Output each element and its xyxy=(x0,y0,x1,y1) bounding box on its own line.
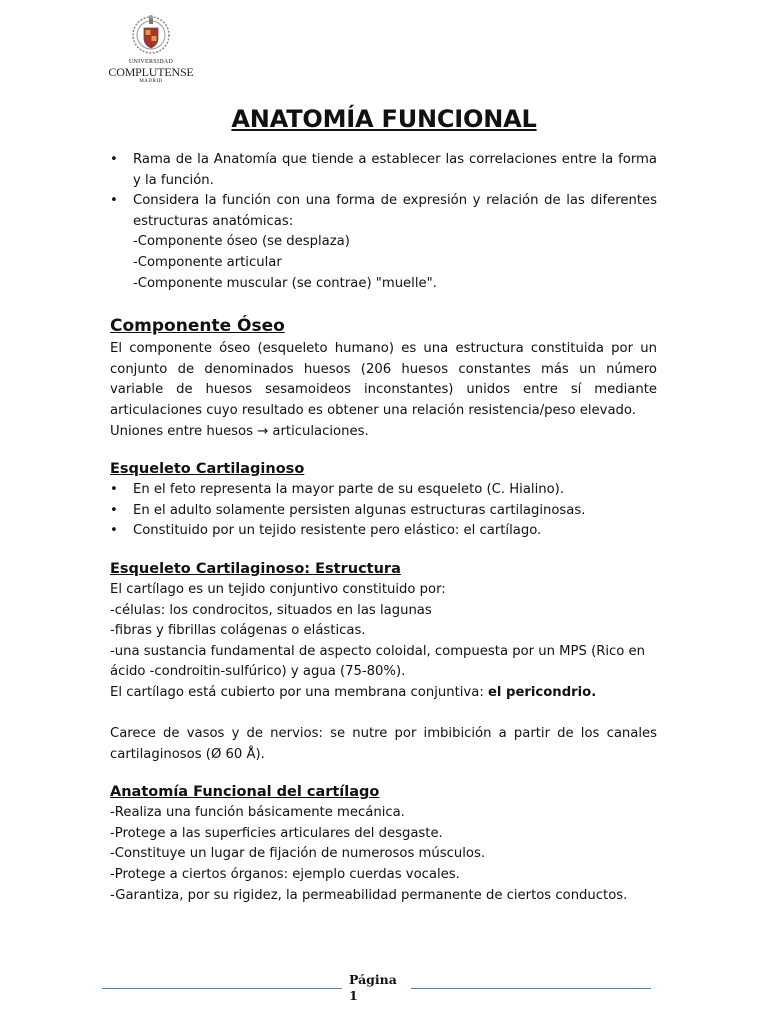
text-line: -fibras y fibrillas colágenas o elásticas. xyxy=(110,623,366,639)
list-item: • En el feto representa la mayor parte de su esqueleto (C. Hialino). xyxy=(110,480,657,501)
list-item-text: Considera la función con una forma de expresión y relación de las diferentes estructuras anatómicas: xyxy=(133,193,657,229)
list-item xyxy=(110,191,657,232)
logo-line-2: COMPLUTENSE xyxy=(108,65,194,79)
page-number xyxy=(349,972,399,1004)
list-item: • Rama de la Anatomía que tiende a establecer las correlaciones entre la forma y la función. xyxy=(110,150,657,191)
blank-line xyxy=(110,703,657,724)
logo-line-1: UNIVERSIDAD xyxy=(128,59,174,65)
page-label: Página xyxy=(349,972,397,987)
text-line: -Garantiza, por su rigidez, la permeabilidad permanente de ciertos conductos. xyxy=(110,887,628,903)
text-line: -Realiza una función básicamente mecánica. xyxy=(110,805,405,821)
page-number-value: 1 xyxy=(349,988,358,1003)
text-line xyxy=(110,683,657,704)
sub-item: -Componente muscular (se contrae) "muelle". xyxy=(133,275,437,291)
crest-icon xyxy=(131,12,171,58)
section-heading-componente-oseo: Componente Óseo xyxy=(110,316,285,337)
footer-rule-left xyxy=(102,988,342,989)
text-line: -Protege a ciertos órganos: ejemplo cuerdas vocales. xyxy=(110,867,460,883)
text-line: -Protege a las superficies articulares del desgaste. xyxy=(110,825,443,841)
logo-line-3: MADRID xyxy=(139,79,163,84)
intro-list xyxy=(110,150,657,232)
text-line: -una sustancia fundamental de aspecto coloidal, compuesta por un MPS (Rico en ácido -condroitin-sulfúrico) y agua (75-80%). xyxy=(110,643,646,680)
subheading-anatomia-funcional-cartilago: Anatomía Funcional del cartílago xyxy=(110,784,380,801)
bold-term: el pericondrio. xyxy=(487,684,597,700)
text-span: El cartílago está cubierto por una membrana conjuntiva: xyxy=(110,684,488,700)
list-item: • Constituido por un tejido resistente pero elástico: el cartílago. xyxy=(110,521,657,542)
university-logo xyxy=(106,12,196,92)
paragraph: Carece de vasos y de nervios: se nutre por imbibición a partir de los canales cartilaginosos (Ø 60 Å). xyxy=(110,726,657,762)
paragraph: Uniones entre huesos → articulaciones. xyxy=(110,423,369,439)
sub-item: -Componente articular xyxy=(133,254,282,270)
subheading-estructura: Esqueleto Cartilaginoso: Estructura xyxy=(110,560,401,577)
page-title: ANATOMÍA FUNCIONAL xyxy=(231,105,537,133)
text-line: -Constituye un lugar de fijación de numerosos músculos. xyxy=(110,846,486,862)
list-item: • En el adulto solamente persisten algunas estructuras cartilaginosas. xyxy=(110,501,657,522)
footer-rule-right xyxy=(411,988,651,989)
cartilaginoso-list xyxy=(110,480,657,542)
subheading-esqueleto-cartilaginoso: Esqueleto Cartilaginoso xyxy=(110,461,305,478)
text-line: -células: los condrocitos, situados en las lagunas xyxy=(110,602,432,618)
document-body xyxy=(110,150,657,906)
paragraph: El componente óseo (esqueleto humano) es una estructura constituida por un conjunto de denominados huesos (206 huesos constantes más un número variable de huesos sesamoideos inconstantes) unidos entre sí mediante articulaciones cuyo resultado es obtener una relación resistencia/peso elevado. xyxy=(110,341,657,418)
text-line: El cartílago es un tejido conjuntivo constituido por: xyxy=(110,581,446,597)
sub-item: -Componente óseo (se desplaza) xyxy=(133,234,350,250)
